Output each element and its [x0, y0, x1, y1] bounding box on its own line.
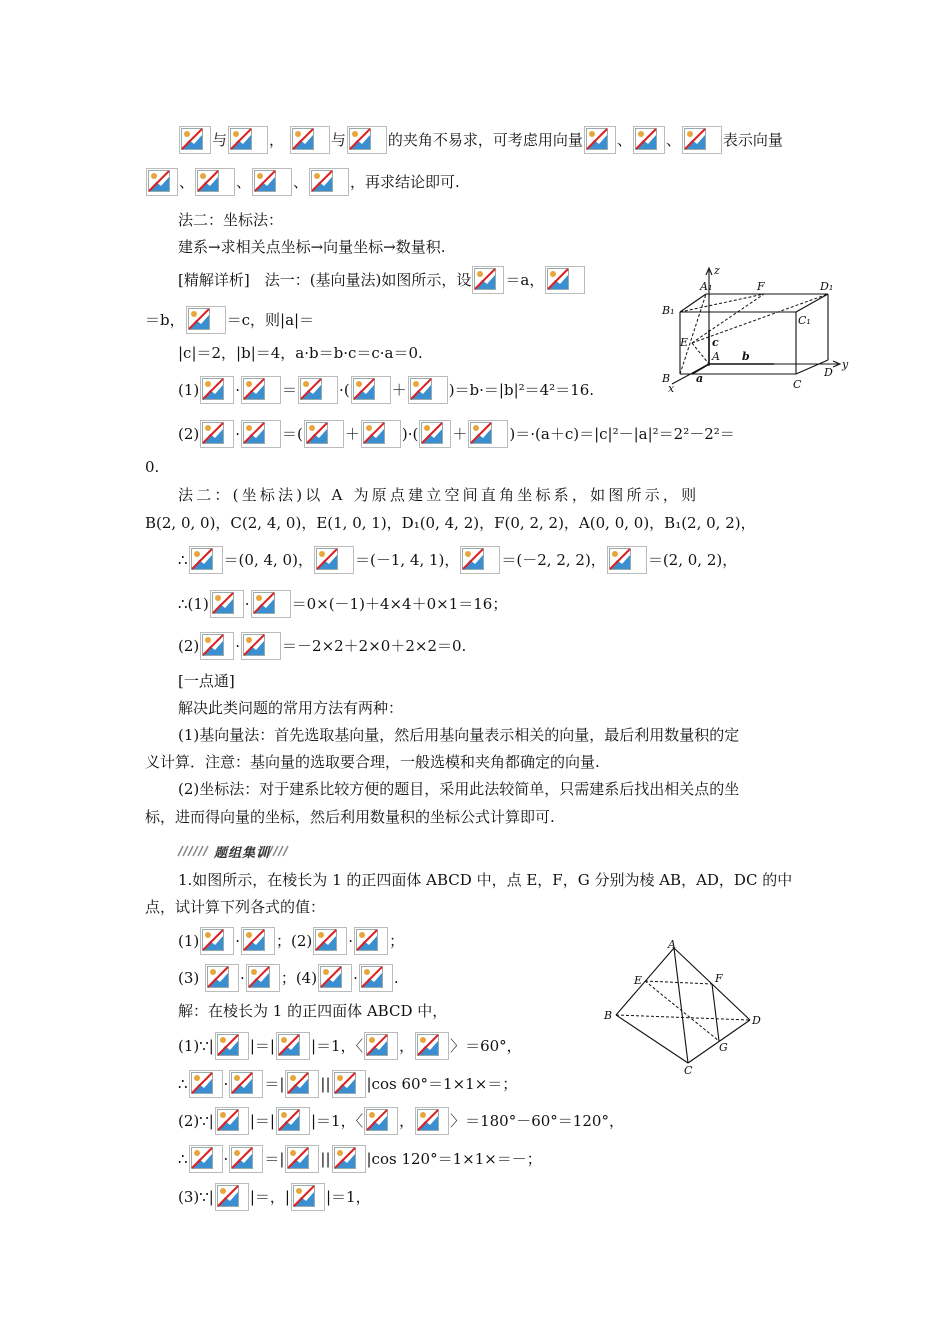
broken-image-icon	[276, 1107, 310, 1135]
broken-image-icon	[468, 420, 508, 448]
text: )＝b·＝|b|²＝4²＝16.	[448, 381, 595, 399]
dashed-edge	[692, 343, 709, 364]
text-line: (2)坐标法：对于建系比较方便的题目，采用此法较简单，只需建系后找出相关点的坐	[178, 780, 740, 798]
broken-image-icon	[189, 1070, 223, 1098]
text: ，再求结论即可.	[350, 173, 460, 191]
broken-image-icon	[460, 546, 500, 574]
text: ＝|	[264, 1150, 285, 1168]
text: (1)	[178, 381, 200, 399]
text-line	[145, 168, 460, 196]
text: ·	[348, 932, 354, 950]
text-line	[178, 1107, 624, 1135]
text: (3)	[178, 969, 200, 987]
label-B: B	[604, 1009, 613, 1022]
broken-image-icon	[545, 266, 585, 294]
text-line	[178, 266, 586, 294]
label-F: F	[715, 972, 723, 985]
broken-image-icon	[285, 1070, 319, 1098]
broken-image-icon	[332, 1145, 366, 1173]
label-E: E	[634, 974, 643, 987]
text: ＝b，	[145, 311, 185, 329]
text: ＋	[344, 425, 360, 443]
text: ＝|	[264, 1075, 285, 1093]
label-G: G	[719, 1041, 728, 1054]
text: ，	[269, 131, 285, 149]
broken-image-icon	[415, 1032, 449, 1060]
label-y: y	[842, 358, 849, 371]
text: ＋	[452, 425, 468, 443]
text: (1)∵|	[178, 1037, 214, 1055]
broken-image-icon	[241, 420, 281, 448]
label-D: D	[752, 1014, 761, 1027]
banner-title: 题组集训	[214, 846, 271, 861]
label-a: a	[696, 372, 704, 385]
broken-image-icon	[210, 590, 244, 618]
broken-image-icon	[189, 1145, 223, 1173]
edge-AC	[674, 948, 688, 1063]
label-C: C	[684, 1064, 693, 1077]
label-c: c	[712, 336, 719, 349]
text: ·	[223, 1075, 229, 1093]
text: ＋	[391, 381, 407, 399]
broken-image-icon	[364, 1032, 398, 1060]
text-line	[178, 1032, 522, 1060]
text: ；	[389, 932, 405, 950]
broken-image-icon	[228, 126, 268, 154]
broken-image-icon	[351, 376, 391, 404]
broken-image-icon	[633, 126, 665, 154]
label-B1: B₁	[662, 304, 675, 317]
broken-image-icon	[146, 168, 178, 196]
text: )＝·(a＋c)＝|c|²－|a|²＝2²－2²＝	[509, 425, 735, 443]
text-line: 法二：坐标法：	[178, 211, 284, 229]
text-line: 标，进而得向量的坐标，然后利用数量积的坐标公式计算即可.	[145, 808, 555, 826]
text: |＝1，〈	[310, 1037, 364, 1055]
label-E: E	[680, 336, 689, 349]
label-F: F	[757, 280, 765, 293]
broken-image-icon	[304, 420, 344, 448]
text: 、	[665, 131, 681, 149]
text: |cos 60°＝1×1×＝；	[366, 1075, 518, 1093]
text: 、	[616, 131, 632, 149]
text: 、	[293, 173, 309, 191]
broken-image-icon	[584, 126, 616, 154]
text: [精解详析] 法一：(基向量法)如图所示，设	[178, 271, 472, 289]
text-line: 1.如图所示，在棱长为 1 的正四面体 ABCD 中，点 E，F，G 分别为棱 AB，AD，DC 的中	[178, 871, 793, 889]
text: 〉＝60°，	[450, 1037, 522, 1055]
broken-image-icon	[361, 420, 401, 448]
text-line	[178, 590, 507, 618]
label-A: A	[712, 350, 720, 363]
label-C1: C₁	[798, 314, 811, 327]
label-A1: A₁	[700, 280, 713, 293]
text-line	[178, 927, 404, 955]
label-C: C	[793, 378, 802, 391]
label-b: b	[742, 350, 750, 363]
text-line	[178, 1145, 542, 1173]
text-line	[178, 1183, 371, 1211]
broken-image-icon	[285, 1145, 319, 1173]
broken-image-icon	[229, 1070, 263, 1098]
text: |＝1，	[325, 1188, 371, 1206]
text-line: (1)基向量法：首先选取基向量，然后用基向量表示相关的向量，最后利用数量积的定	[178, 726, 740, 744]
broken-image-icon	[241, 927, 275, 955]
text: ·	[235, 637, 241, 655]
text: ＝0×(－1)＋4×4＋0×1＝16；	[291, 595, 508, 613]
edge	[680, 294, 706, 312]
text-line	[178, 964, 399, 992]
text: ·	[240, 969, 245, 987]
text: ∴(1)	[178, 595, 209, 613]
text: 与	[330, 131, 346, 149]
broken-image-icon	[229, 1145, 263, 1173]
text: ＝a，	[505, 271, 545, 289]
text: (2)	[178, 637, 200, 655]
text: ·	[244, 595, 250, 613]
broken-image-icon	[415, 1107, 449, 1135]
label-D: D	[824, 366, 833, 379]
text-line	[178, 376, 594, 404]
broken-image-icon	[215, 1183, 249, 1211]
text-line: 建系→求相关点坐标→向量坐标→数量积.	[178, 238, 446, 256]
broken-image-icon	[276, 1032, 310, 1060]
broken-image-icon	[298, 376, 338, 404]
section-banner	[176, 843, 296, 859]
tetrahedron-diagram	[598, 938, 770, 1078]
broken-image-icon	[241, 376, 281, 404]
broken-image-icon	[359, 964, 393, 992]
broken-image-icon	[419, 420, 451, 448]
text: ＝－2×2＋2×0＋2×2＝0.	[282, 637, 467, 655]
broken-image-icon	[318, 964, 352, 992]
segment-FG	[712, 984, 719, 1041]
broken-image-icon	[290, 126, 330, 154]
segment-EG	[645, 981, 719, 1041]
text-line: 解：在棱长为 1 的正四面体 ABCD 中，	[178, 1002, 448, 1020]
text-line: B(2, 0, 0)，C(2, 4, 0)，E(1, 0, 1)，D₁(0, 4, 2)，F(0, 2, 2)，A(0, 0, 0)，B₁(2, 0, 2)，	[145, 514, 756, 532]
text: (2)∵|	[178, 1112, 214, 1130]
broken-image-icon	[186, 306, 226, 334]
text: ；(2)	[276, 932, 313, 950]
text: ·	[223, 1150, 229, 1168]
text: 、	[179, 173, 195, 191]
text: ·	[353, 969, 358, 987]
broken-image-icon	[251, 590, 291, 618]
text: .	[393, 969, 399, 987]
broken-image-icon	[241, 632, 281, 660]
dashed-edge	[680, 294, 706, 374]
text: 〉＝180°－60°＝120°，	[450, 1112, 624, 1130]
broken-image-icon	[200, 927, 234, 955]
text: (2)	[178, 425, 200, 443]
edge	[796, 294, 828, 312]
text: 、	[236, 173, 252, 191]
text: ∴	[178, 1150, 188, 1168]
label-x: x	[668, 382, 675, 394]
text: |＝|	[249, 1112, 275, 1130]
broken-image-icon	[354, 927, 388, 955]
text: )·(	[401, 425, 419, 443]
broken-image-icon	[200, 420, 234, 448]
broken-image-icon	[347, 126, 387, 154]
text: ·(	[339, 381, 350, 399]
text: ＝(2, 0, 2)，	[647, 551, 738, 569]
broken-image-icon	[472, 266, 504, 294]
broken-image-icon	[215, 1107, 249, 1135]
text-line: 解决此类问题的常用方法有两种：	[178, 699, 404, 717]
text-line	[145, 306, 314, 334]
broken-image-icon	[252, 168, 292, 196]
text: ，	[399, 1112, 415, 1130]
text-line: [一点通]	[178, 672, 235, 690]
text: |＝，|	[249, 1188, 290, 1206]
text: ＝	[282, 381, 298, 399]
text: ·	[235, 932, 241, 950]
text-line: 0.	[145, 458, 160, 476]
dashed-edge	[692, 294, 764, 343]
text: |＝1，〈	[310, 1112, 364, 1130]
broken-image-icon	[195, 168, 235, 196]
broken-image-icon	[682, 126, 722, 154]
broken-image-icon	[179, 126, 211, 154]
text-line: 义计算．注意：基向量的选取要合理，一般选模和夹角都确定的向量.	[145, 753, 600, 771]
broken-image-icon	[189, 546, 223, 574]
text: (1)	[178, 932, 200, 950]
label-A: A	[668, 938, 676, 951]
broken-image-icon	[205, 964, 239, 992]
prism-figure	[656, 262, 856, 398]
text: ；(4)	[280, 969, 318, 987]
text: ∴	[178, 1075, 188, 1093]
text-line: 法二：(坐标法)以 A 为原点建立空间直角坐标系，如图所示，则	[178, 486, 700, 504]
text-line: |c|＝2，|b|＝4，a·b＝b·c＝c·a＝0.	[178, 344, 423, 362]
broken-image-icon	[215, 1032, 249, 1060]
broken-image-icon	[314, 546, 354, 574]
broken-image-icon	[200, 376, 234, 404]
broken-image-icon	[607, 546, 647, 574]
text: (3)∵|	[178, 1188, 214, 1206]
broken-image-icon	[364, 1107, 398, 1135]
edge-BC	[616, 1015, 688, 1063]
tetrahedron-figure	[598, 938, 770, 1082]
broken-image-icon	[246, 964, 280, 992]
text-line	[178, 126, 783, 154]
text: 表示向量	[722, 131, 783, 149]
text-line	[178, 632, 466, 660]
text: ·	[235, 425, 241, 443]
text-line	[178, 546, 737, 574]
text-line	[178, 420, 735, 448]
text-line: 点，试计算下列各式的值：	[145, 898, 326, 916]
label-z: z	[714, 264, 720, 277]
broken-image-icon	[332, 1070, 366, 1098]
broken-image-icon	[291, 1183, 325, 1211]
broken-image-icon	[313, 927, 347, 955]
text-line	[178, 1070, 517, 1098]
text: ||	[320, 1150, 331, 1168]
text: |＝|	[249, 1037, 275, 1055]
text: ||	[320, 1075, 331, 1093]
text: |cos 120°＝1×1×＝－；	[366, 1150, 542, 1168]
text: ＝(0, 4, 0)，	[223, 551, 313, 569]
text: 的夹角不易求，可考虑用向量	[387, 131, 583, 149]
broken-image-icon	[408, 376, 448, 404]
prism-diagram	[656, 262, 856, 394]
broken-image-icon	[309, 168, 349, 196]
text: ＝(	[282, 425, 303, 443]
text: ·	[235, 381, 241, 399]
text: ，	[399, 1037, 415, 1055]
text: ＝c，则|a|＝	[226, 311, 315, 329]
text: ＝(－2, 2, 2)，	[501, 551, 606, 569]
text: ＝(－1, 4, 1)，	[354, 551, 460, 569]
label-B: B	[662, 372, 671, 385]
broken-image-icon	[200, 632, 234, 660]
text: 与	[212, 131, 228, 149]
label-D1: D₁	[820, 280, 834, 293]
text: ∴	[178, 551, 188, 569]
